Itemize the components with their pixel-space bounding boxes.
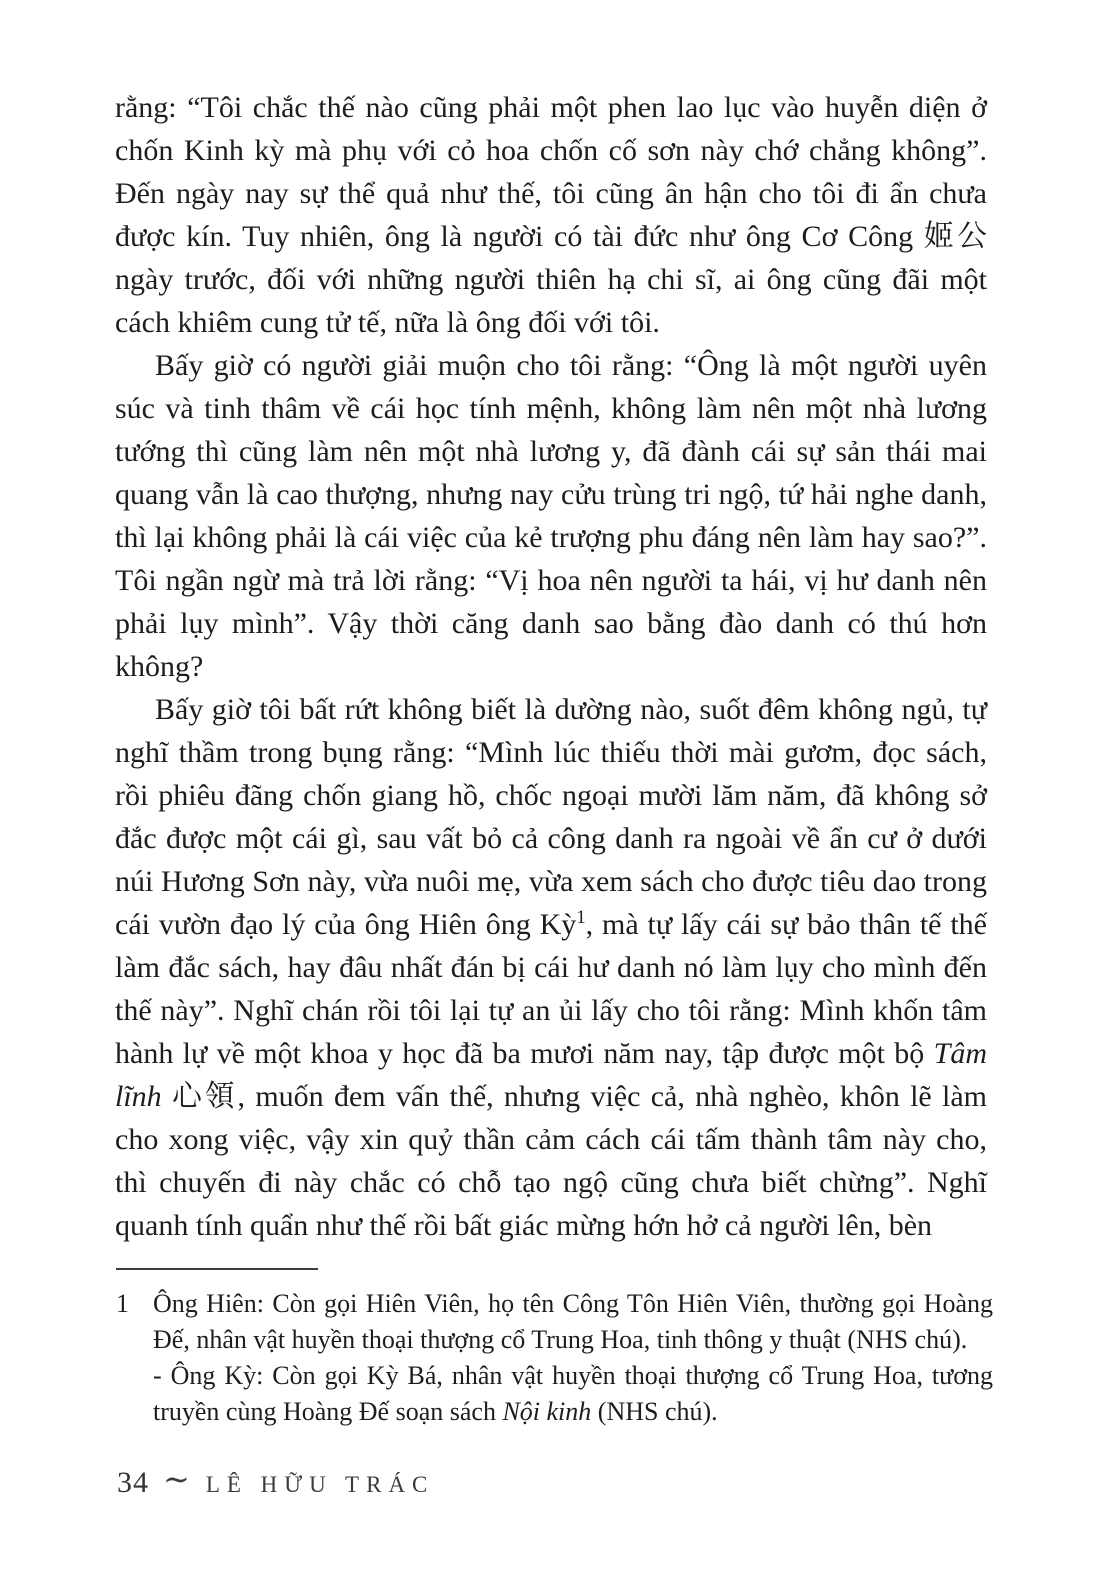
- text-segment: Nội kinh: [502, 1397, 592, 1426]
- text-segment: , muốn đem vấn thế, nhưng việc cả, nhà nghèo, khôn lẽ làm cho xong việc, vậy xin quỷ thần cảm cách cái tấm thành tâm này cho, thì chuyến đi này chắc có chỗ tạo ngộ cũng chưa biết chừng”. Nghĩ quanh tính quẩn như thế rồi bất giác mừng hớn hở cả người lên, bèn: [115, 1080, 988, 1242]
- text-segment: Bấy giờ có người giải muộn cho tôi rằng: “Ông là một người uyên súc và tinh thâm về cái học tính mệnh, không làm nên một nhà lương tướng thì cũng làm nên một nhà lương y, đã đành cái sự sản thái mai quang vẫn là cao thượng, nhưng nay cửu trùng tri ngộ, tứ hải nghe danh, thì lại không phải là cái việc của kẻ trượng phu đáng nên làm hay sao?”. Tôi ngần ngừ mà trả lời rằng: “Vị hoa nên người ta hái, vị hư danh nên phải lụy mình”. Vậy thời căng danh sao bằng đào danh có thú hơn không?: [115, 349, 987, 683]
- text-segment: [162, 1080, 172, 1113]
- text-segment: Ông Hiên: Còn gọi Hiên Viên, họ tên Công Tôn Hiên Viên, thường gọi Hoàng Đế, nhân vật huyền thoại thượng cổ Trung Hoa, tinh thông y thuật (NHS chú).: [153, 1289, 993, 1354]
- text-segment: rằng: “Tôi chắc thế nào cũng phải một phen lao lục vào huyễn diện ở chốn Kinh kỳ mà phụ với cỏ hoa chốn cố sơn này chớ chẳng không”. Đến ngày nay sự thể quả như thế, tôi cũng ân hận cho tôi đi ẩn chưa được kín. Tuy nhiên, ông là người có tài đức như ông Cơ Công: [115, 91, 987, 253]
- footnote-note: [153, 1286, 993, 1358]
- text-segment: 心領: [171, 1080, 238, 1113]
- author-name: LÊ HỮU TRÁC: [205, 1472, 435, 1497]
- body-text: [115, 86, 987, 1247]
- paragraph: [115, 86, 987, 344]
- tilde-ornament-icon: ∼: [163, 1461, 190, 1497]
- footnote-text: [153, 1286, 993, 1430]
- text-segment: , mà tự lấy cái sự bảo thân tế thế làm đắc sách, hay đâu nhất đán bị cái hư danh nó làm lụy cho mình đến thế này”. Nghĩ chán rồi tôi lại tự an ủi lấy cho tôi rằng: Mình khốn tâm hành lự về một khoa y học đã ba mươi năm nay, tập được một bộ: [115, 908, 987, 1070]
- page-number: 34: [117, 1466, 149, 1499]
- page-footer: [117, 1462, 434, 1500]
- footnote-note: [153, 1358, 993, 1430]
- footnote: [115, 1286, 993, 1430]
- footnote-number: 1: [116, 1289, 129, 1318]
- text-segment: ngày trước, đối với những người thiên hạ chi sĩ, ai ông cũng đãi một cách khiêm cung tử tế, nữa là ông đối với tôi.: [115, 263, 987, 339]
- text-segment: Tâm lĩnh: [115, 1037, 987, 1113]
- paragraph: [115, 688, 987, 1247]
- text-segment: 1: [576, 907, 586, 928]
- paragraph: [115, 344, 987, 688]
- text-segment: (NHS chú).: [591, 1397, 718, 1426]
- text-segment: Bấy giờ tôi bất rứt không biết là dường nào, suốt đêm không ngủ, tự nghĩ thầm trong bụng rằng: “Mình lúc thiếu thời mài gươm, đọc sách, rồi phiêu đãng chốn giang hồ, chốc ngoại mười lăm năm, đã không sở đắc được một cái gì, sau vất bỏ cả công danh ra ngoài về ẩn cư ở dưới núi Hương Sơn này, vừa nuôi mẹ, vừa xem sách cho được tiêu dao trong cái vườn đạo lý của ông Hiên ông Kỳ: [115, 693, 987, 941]
- text-segment: 姬公: [923, 220, 987, 253]
- text-segment: - Ông Kỳ: Còn gọi Kỳ Bá, nhân vật huyền thoại thượng cổ Trung Hoa, tương truyền cùng Hoàng Đế soạn sách: [153, 1361, 993, 1426]
- footnote-separator-rule: [116, 1268, 318, 1270]
